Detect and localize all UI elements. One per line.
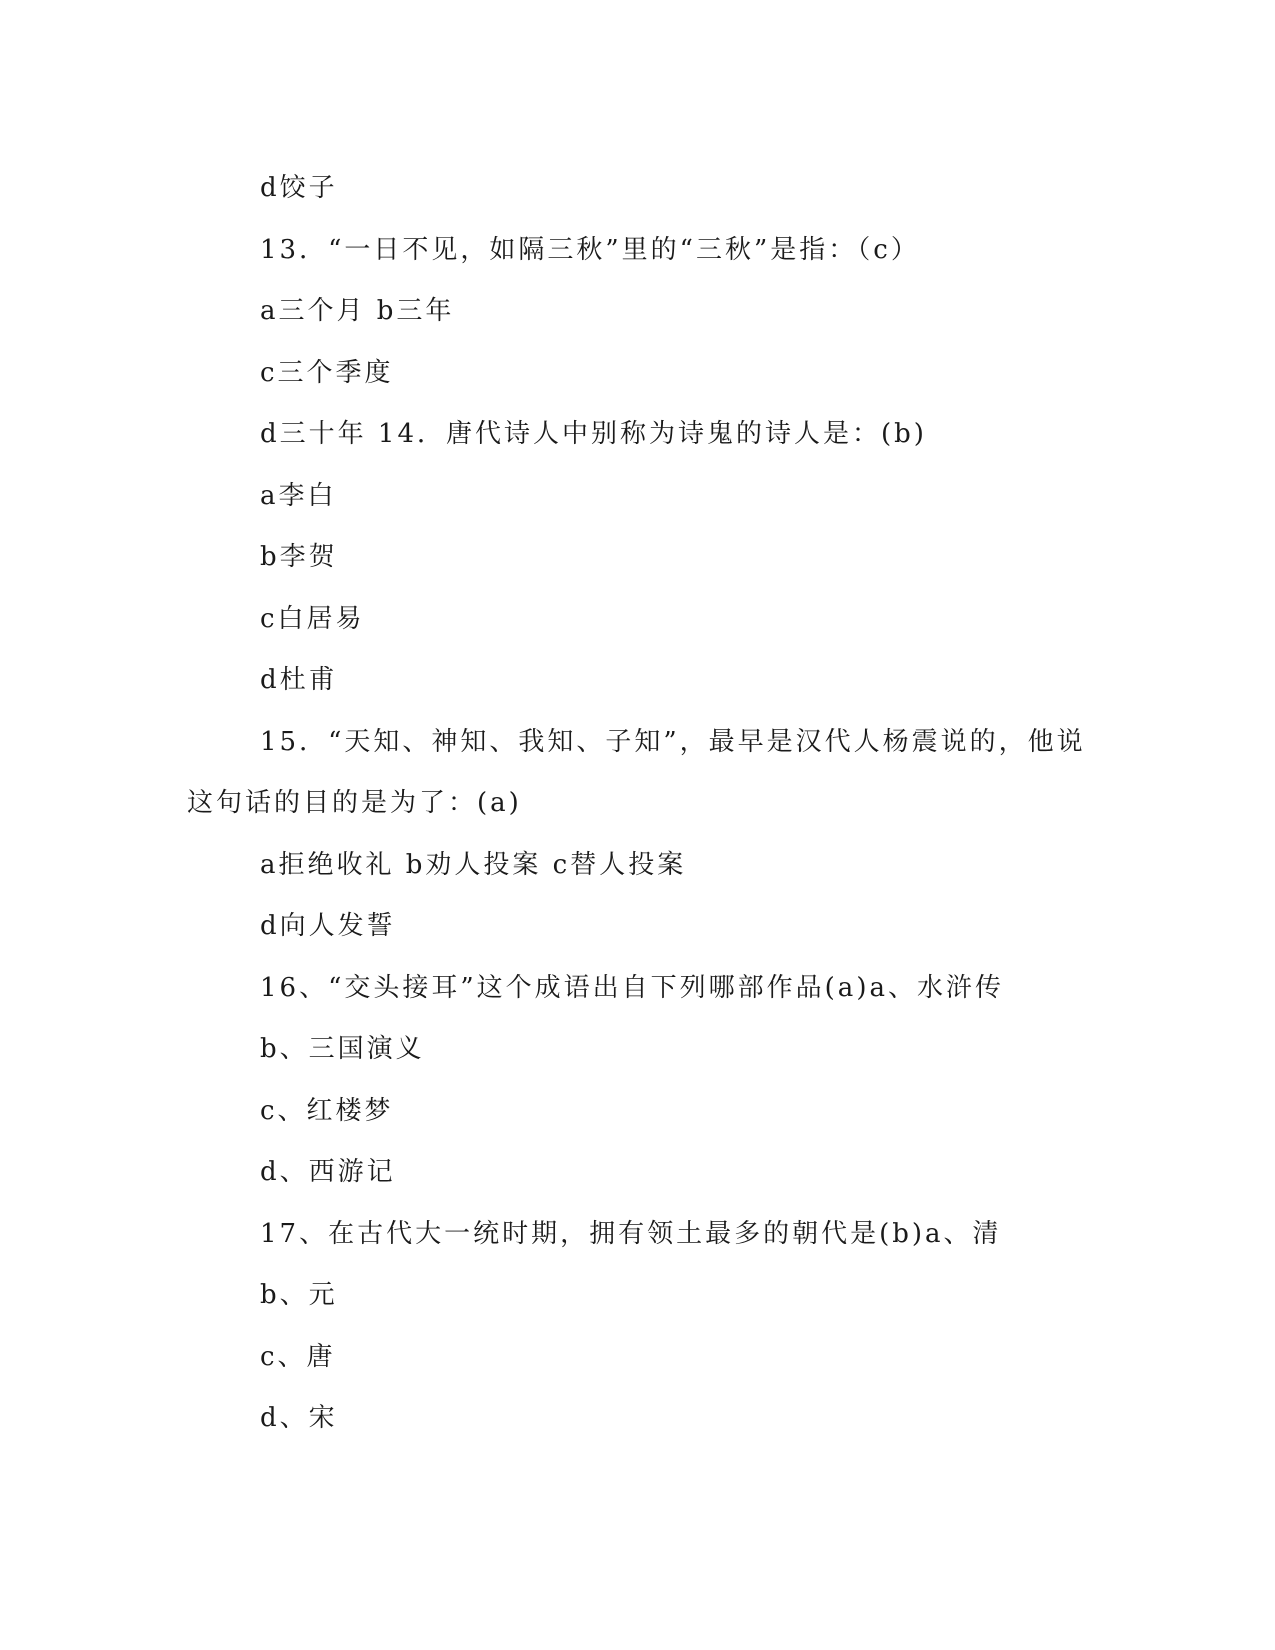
- question-continuation: 这句话的目的是为了：(a): [187, 788, 522, 818]
- option-line: c白居易: [260, 603, 365, 634]
- option-line: d饺子: [260, 173, 338, 203]
- question-line: d三十年 14．唐代诗人中别称为诗鬼的诗人是：(b): [260, 419, 927, 449]
- option-line: c三个季度: [260, 357, 394, 388]
- option-line: b李贺: [260, 542, 338, 572]
- option-line: a三个月 b三年: [260, 296, 455, 326]
- option-line: a李白: [260, 480, 337, 511]
- option-line: b、三国演义: [260, 1034, 425, 1064]
- option-line: c、红楼梦: [260, 1095, 394, 1126]
- question-line: 13．“一日不见，如隔三秋”里的“三秋”是指：（c）: [260, 234, 920, 265]
- option-line: d向人发誓: [260, 911, 396, 941]
- option-line: c、唐: [260, 1341, 336, 1372]
- quiz-text: [187, 158, 1086, 1450]
- question-line: 15．“天知、神知、我知、子知”，最早是汉代人杨震说的，他说: [260, 726, 1086, 757]
- option-line: d、西游记: [260, 1157, 396, 1187]
- option-line: b、元: [260, 1280, 338, 1310]
- option-line: d、宋: [260, 1403, 338, 1433]
- question-line: 17、在古代大一统时期，拥有领土最多的朝代是(b)a、清: [260, 1218, 1002, 1249]
- question-line: 16、“交头接耳”这个成语出自下列哪部作品(a)a、水浒传: [260, 972, 1004, 1003]
- option-line: d杜甫: [260, 665, 338, 695]
- option-line: a拒绝收礼 b劝人投案 c替人投案: [260, 849, 687, 880]
